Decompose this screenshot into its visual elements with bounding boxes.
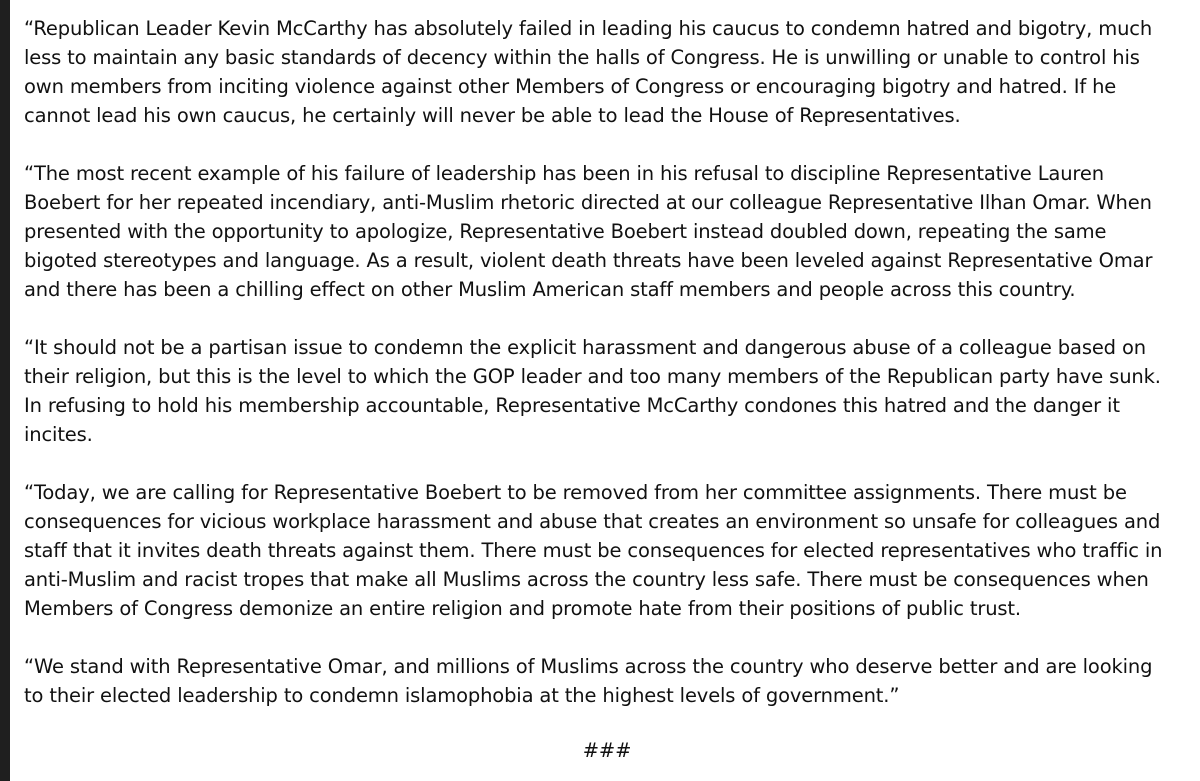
paragraph-5	[24, 652, 1190, 710]
text-line: their religion, but this is the level to which the GOP leader and too many members of the Republican party have sunk.	[24, 365, 1161, 388]
text-line: Boebert for her repeated incendiary, anti-Muslim rhetoric directed at our colleague Representative Ilhan Omar. When	[24, 191, 1152, 214]
end-mark: ###	[582, 739, 632, 762]
paragraph-4	[24, 478, 1190, 623]
paragraph-3	[24, 333, 1190, 449]
text-line: “It should not be a partisan issue to condemn the explicit harassment and dangerous abuse of a colleague based on	[24, 336, 1146, 359]
text-line: consequences for vicious workplace harassment and abuse that creates an environment so unsafe for colleagues and	[24, 510, 1161, 533]
paragraph-2	[24, 159, 1190, 304]
text-line: “Republican Leader Kevin McCarthy has absolutely failed in leading his caucus to condemn hatred and bigotry, much	[24, 17, 1153, 40]
text-line: “The most recent example of his failure of leadership has been in his refusal to discipline Representative Lauren	[24, 162, 1104, 185]
text-line: own members from inciting violence against other Members of Congress or encouraging bigotry and hatred. If he	[24, 75, 1117, 98]
text-line: presented with the opportunity to apologize, Representative Boebert instead doubled down, repeating the same	[24, 220, 1107, 243]
text-line: staff that it invites death threats against them. There must be consequences for elected representatives who traffic in	[24, 539, 1163, 562]
paragraph-1	[24, 14, 1190, 130]
text-line: Members of Congress demonize an entire religion and promote hate from their positions of public trust.	[24, 597, 1021, 620]
left-edge-bar	[0, 0, 10, 781]
text-line: cannot lead his own caucus, he certainly will never be able to lead the House of Representatives.	[24, 104, 961, 127]
text-line: and there has been a chilling effect on other Muslim American staff members and people across this country.	[24, 278, 1076, 301]
statement-document	[24, 14, 1190, 762]
text-line: “Today, we are calling for Representative Boebert to be removed from her committee assignments. There must be	[24, 481, 1127, 504]
text-line: incites.	[24, 423, 93, 446]
text-line: In refusing to hold his membership accountable, Representative McCarthy condones this hatred and the danger it	[24, 394, 1120, 417]
text-line: to their elected leadership to condemn islamophobia at the highest levels of government.”	[24, 684, 900, 707]
text-line: bigoted stereotypes and language. As a result, violent death threats have been leveled against Representative Omar	[24, 249, 1153, 272]
text-line: less to maintain any basic standards of decency within the halls of Congress. He is unwilling or unable to control his	[24, 46, 1140, 69]
text-line: “We stand with Representative Omar, and millions of Muslims across the country who deserve better and are looking	[24, 655, 1153, 678]
text-line: anti-Muslim and racist tropes that make all Muslims across the country less safe. There must be consequences when	[24, 568, 1149, 591]
